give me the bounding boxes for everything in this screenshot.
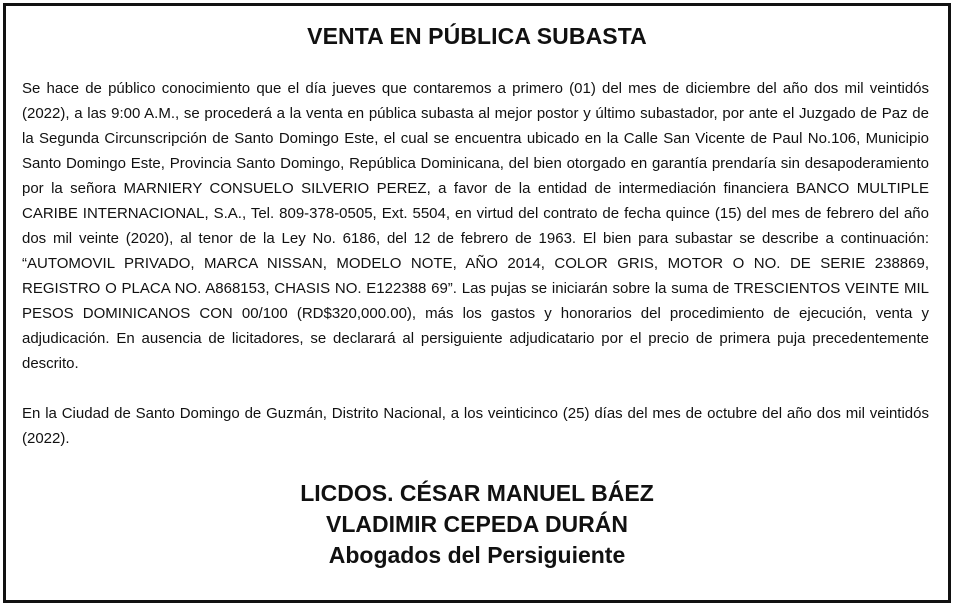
signature-line-2: VLADIMIR CEPEDA DURÁN [326, 511, 628, 537]
signature-block [6, 478, 948, 571]
notice-frame [3, 3, 951, 603]
signature-line-1: LICDOS. CÉSAR MANUEL BÁEZ [300, 480, 654, 506]
signature-line-3: Abogados del Persiguiente [328, 542, 626, 568]
notice-body-paragraph: Se hace de público conocimiento que el día jueves que contaremos a primero (01) del mes de diciembre del año dos mil veintidós (2022), a las 9:00 A.M., se procederá a la venta en pública subasta al mejor postor y último subastador, por ante el Juzgado de Paz de la Segunda Circunscripción de Santo Domingo Este, el cual se encuentra ubicado en la Calle San Vicente de Paul No.106, Municipio Santo Domingo Este, Provincia Santo Domingo, República Dominicana, del bien otorgado en garantía prendaría sin desapoderamiento por la señora MARNIERY CONSUELO SILVERIO PEREZ, a favor de la entidad de intermediación financiera BANCO MULTIPLE CARIBE INTERNACIONAL, S.A., Tel. 809-378-0505, Ext. 5504, en virtud del contrato de fecha quince (15) del mes de febrero del año dos mil veinte (2020), al tenor de la Ley No. 6186, del 12 de febrero de 1963. El bien para subastar se describe a continuación: “AUTOMOVIL PRIVADO, MARCA NISSAN, MODELO NOTE, AÑO 2014, COLOR GRIS, MOTOR O NO. DE SERIE 238869, REGISTRO O PLACA NO. A868153, CHASIS NO. E122388 69”. Las pujas se iniciarán sobre la suma de TRESCIENTOS VEINTE MIL PESOS DOMINICANOS CON 00/100 (RD$320,000.00), más los gastos y honorarios del procedimiento de ejecución, venta y adjudicación. En ausencia de licitadores, se declarará al persiguiente adjudicatario por el precio de primera puja precedentemente descrito. [22, 80, 929, 372]
notice-closing-paragraph: En la Ciudad de Santo Domingo de Guzmán, Distrito Nacional, a los veinticinco (25) días del mes de octubre del año dos mil veintidós (2022). [22, 405, 929, 447]
notice-title: VENTA EN PÚBLICA SUBASTA [307, 23, 647, 49]
